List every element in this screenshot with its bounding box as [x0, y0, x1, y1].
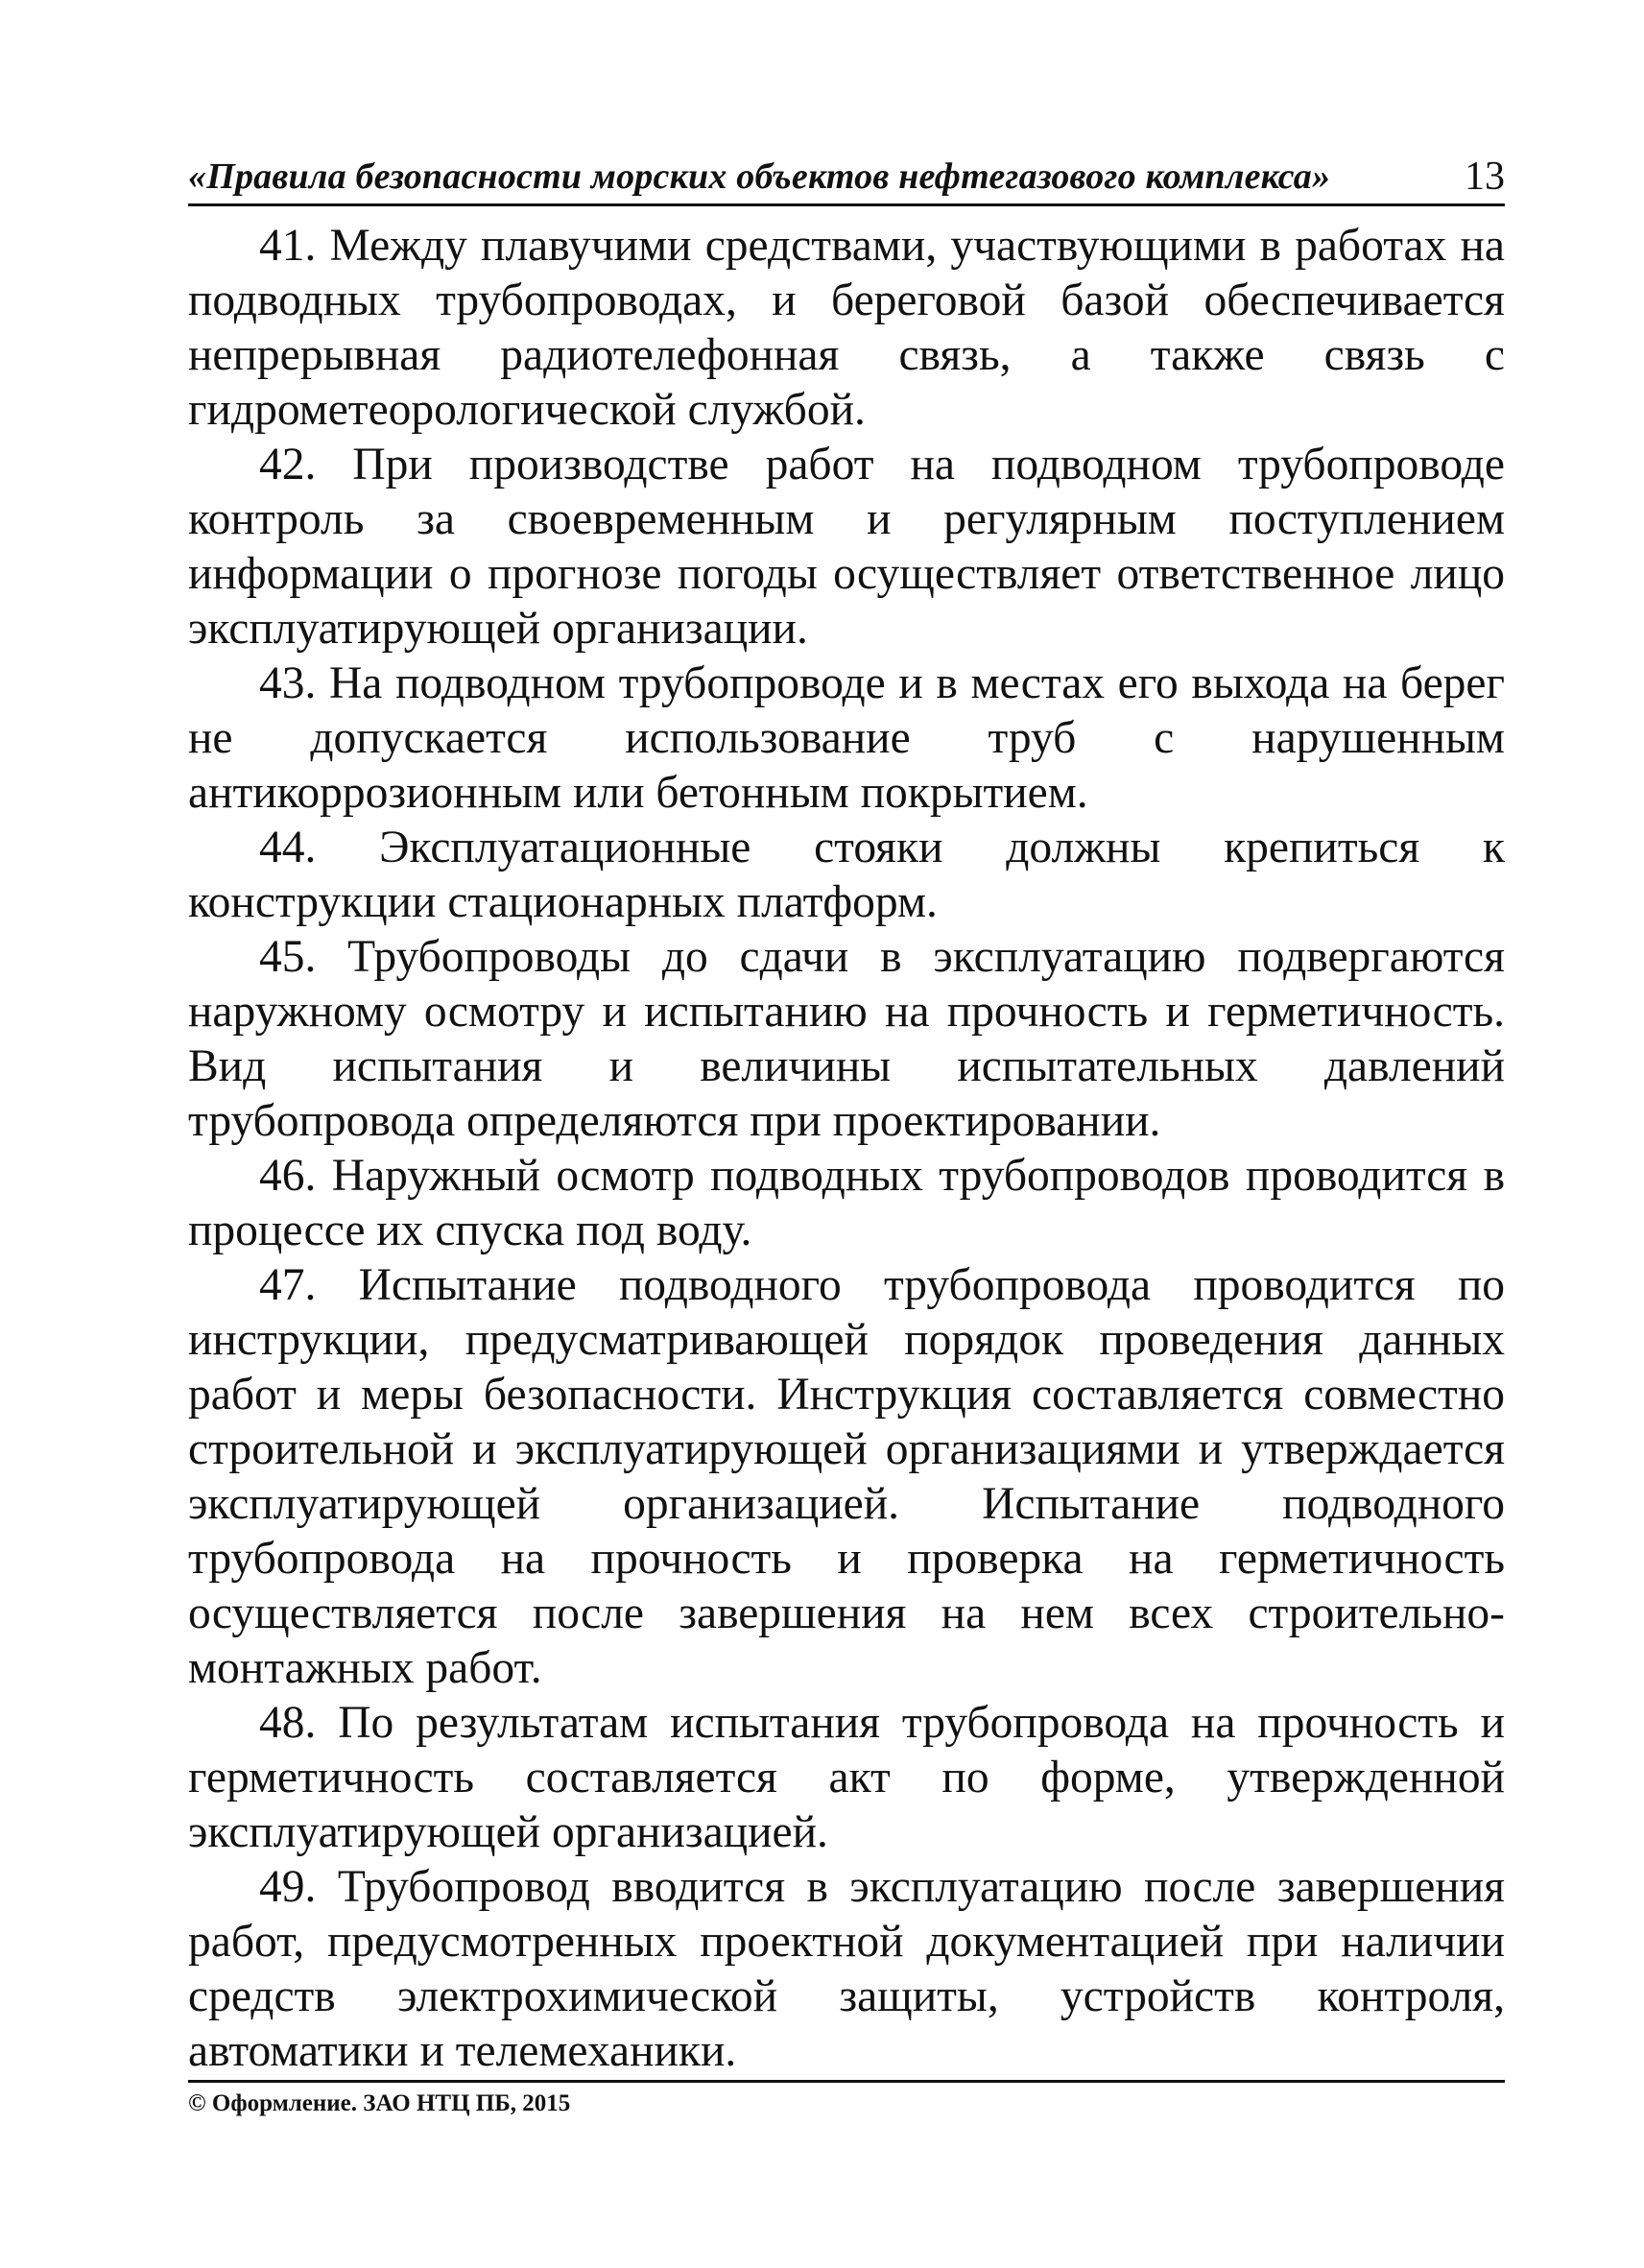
paragraph-45: 45. Трубопроводы до сдачи в эксплуатацию подвергаются наружному осмотру и испытанию на прочность и герметичность. Вид испытания и величины испытательных давлений трубопровода определяются при проектировании.: [188, 932, 1505, 1146]
footer-divider: [188, 2080, 1505, 2083]
body-text: [188, 219, 1505, 2079]
footer-copyright: © Оформление. ЗАО НТЦ ПБ, 2015: [188, 2090, 571, 2116]
paragraph-48: 48. По результатам испытания трубопровода на прочность и герметичность составляется акт по форме, утвержденной эксплуатирующей организацией.: [188, 1698, 1505, 1857]
paragraph-43: 43. На подводном трубопроводе и в местах его выхода на берег не допускается использование труб с нарушенным антикоррозионным или бетонным покрытием.: [188, 658, 1505, 818]
paragraph-41: 41. Между плавучими средствами, участвующими в работах на подводных трубопроводах, и береговой базой обеспечивается непрерывная радиотелефонная связь, а также связь с гидрометеорологической службой.: [188, 221, 1505, 435]
running-header-title: «Правила безопасности морских объектов нефтегазового комплекса»: [188, 156, 1331, 197]
paragraph-42: 42. При производстве работ на подводном трубопроводе контроль за своевременным и регулярным поступлением информации о прогнозе погоды осуществляет ответственное лицо эксплуатирующей организации.: [188, 440, 1505, 654]
paragraph-47: 47. Испытание подводного трубопровода проводится по инструкции, предусматривающей порядок проведения данных работ и меры безопасности. Инструкция составляется совместно строительной и эксплуатирующей организациями и утверждается эксплуатирующей организацией. Испытание подводного трубопровода на прочность и проверка на герметичность осуществляется после завершения на нем всех строительно-монтажных работ.: [188, 1260, 1505, 1693]
paragraph-46: 46. Наружный осмотр подводных трубопроводов проводится в процессе их спуска под воду.: [188, 1151, 1505, 1255]
paragraph-49: 49. Трубопровод вводится в эксплуатацию после завершения работ, предусмотренных проектной документацией при наличии средств электрохимической защиты, устройств контроля, автоматики и телемеханики.: [188, 1862, 1505, 2076]
running-header: [188, 148, 1505, 206]
page-number: 13: [1465, 155, 1505, 199]
paragraph-44: 44. Эксплуатационные стояки должны крепиться к конструкции стационарных платформ.: [188, 823, 1505, 927]
